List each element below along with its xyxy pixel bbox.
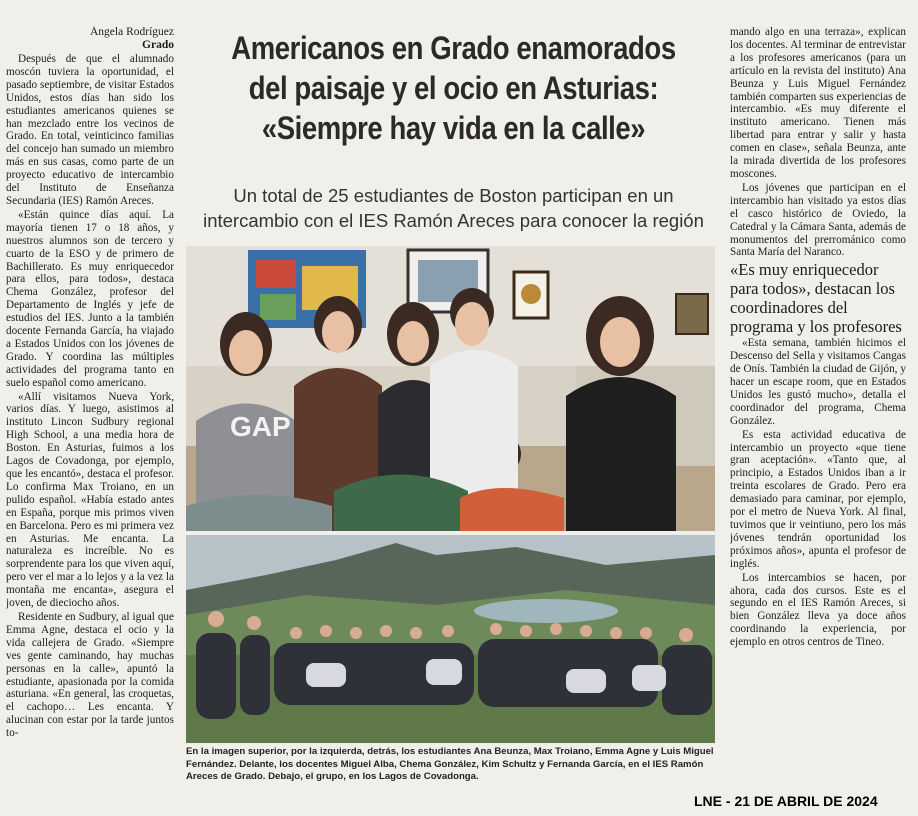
- subheadline: Un total de 25 estudiantes de Boston participan en un intercambio con el IES Ramón Areces para conocer la región: [203, 185, 704, 231]
- body-paragraph: Es esta actividad educativa de intercambio un proyecto «que tiene gran aceptación». «Tanto que, al principio, a Estados Unidos iban a ir treinta escolares de Grado. Pero era demasiado para caminar, por ejemplo, por el metro de Nueva York. Al final, tuvimos que ir veintiuno, pero los más jóvenes tendrán oportunidad los próximos años», apunta el profesor de inglés.: [730, 428, 906, 570]
- body-paragraph: «Allí visitamos Nueva York, varios días. Y luego, asistimos al instituto Lincon Sudbury regional High School, a una media hora de Boston. En Asturias, fuimos a los Lagos de Covadonga, por ejemplo, que les encantó», destaca el profesor. Lo confirma Max Troiano, en un pulido español. «Había estado antes en España, porque mis primos viven en Barcelona. Pero es mi primera vez en Asturias. Me encanta. La naturaleza es increíble. No es sorprendente para los que viven aquí, pero ver el mar a lo lejos y a la vez la montaña me encanta», asegura el joven, de dieciocho años.: [6, 390, 174, 610]
- body-paragraph: «Esta semana, también hicimos el Descenso del Sella y visitamos Cangas de Onís. También la ciudad de Gijón, y hacer un escape room, que en Estados Unidos les gustó mucho», detalla el coordinador del programa, Chema González.: [730, 337, 906, 427]
- dateline-location: Grado: [142, 39, 174, 51]
- body-paragraph: Después de que el alumnado moscón tuviera la oportunidad, el pasado septiembre, de visitar Estados Unidos, estos días han sido los estudiantes americanos quienes se han mezclado entre los vecinos de Grado. En total, veinticinco familias del concejo han sumado un miembro más en sus casas, como parte de un proyecto educativo de intercambio del Instituto de Enseñanza Secundaria (IES) Ramón Areces.: [6, 53, 174, 207]
- author-name: Ángela Rodríguez: [90, 26, 174, 38]
- byline: [6, 26, 174, 52]
- body-paragraph: «Están quince días aquí. La mayoría tienen 17 o 18 años, y nuestros alumnos son de tercero y cuarto de la ESO y de primero de Bachillerato. Es muy enriquecedor para ellos, para todos», destaca Chema González, profesor del Departamento de Inglés y jefe de estudios del IES. Junto a la también docente Fernanda García, ha viajado a Estados Unidos con los jóvenes de Grado. Y coordina las múltiples actividades del programa tanto en suelo español como americano.: [6, 208, 174, 389]
- body-paragraph: Residente en Sudbury, al igual que Emma Agne, destaca el ocio y la vida callejera de Grado. «Siempre ves gente caminando, hay muchas personas en la calle», apuntó la estudiante, apasionada por la comida asturiana. «En general, las croquetas, el cachopo… Les encanta. Y alucinan con estar por la tarde juntos to-: [6, 610, 174, 740]
- body-paragraph: mando algo en una terraza», explican los docentes. Al terminar de entrevistar a los profesores americanos (para un artículo en la revista del instituto) Ana Beunza y Luis Miguel Fernández también comparten sus experiencias de intercambio. «Es muy diferente el instituto americano. Tienen más libertad para entrar y salir y hasta comen en clase», señala Beunza, ante la mirada divertida de los profesores moscones.: [730, 26, 906, 180]
- classroom-group-photo: [186, 246, 715, 531]
- pull-quote: «Es muy enriquecedor para todos», destacan los coordinadores del programa y los profesores: [730, 260, 902, 337]
- source-footer: LNE - 21 DE ABRIL DE 2024: [694, 793, 878, 809]
- left-column: [6, 26, 174, 781]
- headline: Americanos en Grado enamorados del paisaje y el ocio en Asturias: «Siempre hay vida en la calle»: [231, 30, 676, 146]
- photo-caption: En la imagen superior, por la izquierda, detrás, los estudiantes Ana Beunza, Max Troiano, Emma Agne y Luis Miguel Fernández. Delante, los docentes Miguel Alba, Chema González, Kim Schultz y Fernanda García, en el IES Ramón Areces de Grado. Debajo, el grupo, en los Lagos de Covadonga.: [186, 746, 714, 783]
- gap-shirt-logo: GAP: [230, 411, 291, 442]
- body-paragraph: Los intercambios se hacen, por ahora, cada dos cursos. Este es el segundo en el IES Ramón Areces, si bien González lleva ya doce años coordinando la experiencia, por ejemplo en otros centros de Tineo.: [730, 571, 906, 649]
- body-paragraph: Los jóvenes que participan en el intercambio han visitado ya estos días el casco histórico de Oviedo, la Catedral y la Cámara Santa, además de monumentos del prerrománico como Santa María del Naranco.: [730, 181, 906, 259]
- right-column: [730, 26, 906, 784]
- lagos-covadonga-group-photo: [186, 535, 715, 743]
